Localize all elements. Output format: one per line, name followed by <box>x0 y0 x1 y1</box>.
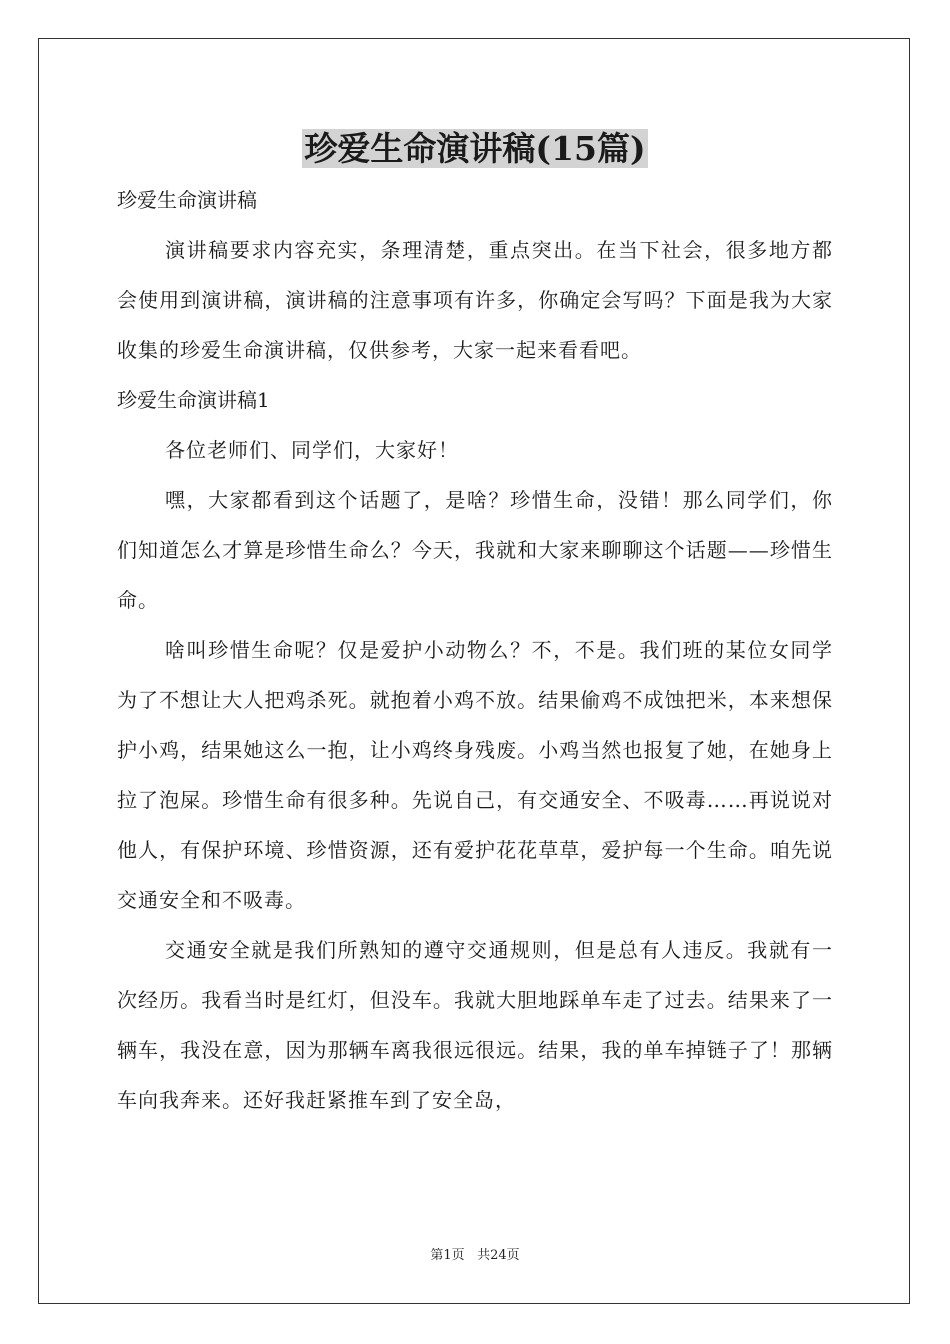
document-title <box>0 124 950 174</box>
document-subtitle: 珍爱生命演讲稿 <box>117 188 257 212</box>
body-paragraph: 交通安全就是我们所熟知的遵守交通规则，但是总有人违反。我就有一次经历。我看当时是红灯，但没车。我就大胆地踩单车走了过去。结果来了一辆车，我没在意，因为那辆车离我很远很远。结果，我的单车掉链子了！那辆车向我奔来。还好我赶紧推车到了安全岛， <box>117 938 833 1112</box>
greeting-paragraph: 各位老师们、同学们，大家好！ <box>165 438 459 462</box>
intro-paragraph: 演讲稿要求内容充实，条理清楚，重点突出。在当下社会，很多地方都会使用到演讲稿，演讲稿的注意事项有许多，你确定会写吗？下面是我为大家收集的珍爱生命演讲稿，仅供参考，大家一起来看看吧。 <box>117 238 833 362</box>
body-paragraph: 嘿，大家都看到这个话题了，是啥？珍惜生命，没错！那么同学们，你们知道怎么才算是珍惜生命么？今天，我就和大家来聊聊这个话题——珍惜生命。 <box>117 488 833 612</box>
document-title-text: 珍爱生命演讲稿(15篇) <box>304 129 646 168</box>
section-heading: 珍爱生命演讲稿1 <box>117 388 270 412</box>
page-total: 共24页 <box>477 1248 520 1263</box>
page-footer <box>0 1246 950 1266</box>
page-number: 第1页 <box>430 1248 465 1263</box>
document-body <box>117 175 833 1125</box>
body-paragraph: 啥叫珍惜生命呢？仅是爱护小动物么？不，不是。我们班的某位女同学为了不想让大人把鸡杀死。就抱着小鸡不放。结果偷鸡不成蚀把米，本来想保护小鸡，结果她这么一抱，让小鸡终身残废。小鸡当然也报复了她，在她身上拉了泡屎。珍惜生命有很多种。先说自己，有交通安全、不吸毒……再说说对他人，有保护环境、珍惜资源，还有爱护花花草草，爱护每一个生命。咱先说交通安全和不吸毒。 <box>117 638 833 912</box>
